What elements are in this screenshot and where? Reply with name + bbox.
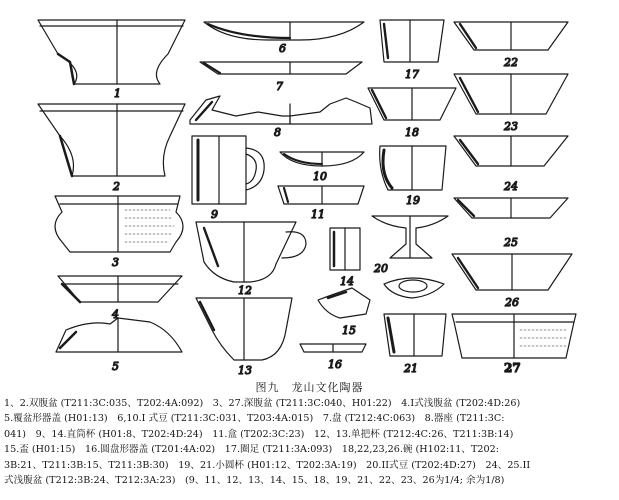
vessel-number: 3	[112, 256, 119, 269]
vessel-number: 27	[504, 361, 521, 375]
vessel-number: 19	[406, 194, 420, 207]
vessel-2	[38, 104, 185, 193]
vessel-number: 25	[504, 236, 518, 249]
vessel-number: 9	[211, 208, 218, 221]
vessel-number: 1	[114, 87, 121, 100]
vessel-7	[200, 62, 362, 93]
vessel-22	[454, 22, 568, 69]
vessel-5	[56, 318, 182, 373]
vessel-number: 22	[504, 56, 518, 69]
vessel-3	[55, 196, 183, 269]
vessel-number: 17	[405, 68, 419, 81]
vessel-13	[196, 298, 292, 377]
caption-line: 5.覆盆形器盖 (H01:13) 6,10.I 式豆 (T211:3C:031、T203:4A:015) 7.盘 (T212:4C:063) 8.器座 (T211:3C:	[4, 413, 505, 425]
vessel-number: 10	[313, 170, 327, 183]
vessel-number: 5	[112, 360, 119, 373]
vessel-9	[192, 136, 264, 221]
vessel-number: 23	[504, 120, 518, 133]
caption-line: 1、2.双腹盆 (T211:3C:035、T202:4A:092) 3、27.深腹盆 (T211:3C:040、H01:22) 4.I式浅腹盆 (T202:4D:26)	[4, 398, 521, 409]
vessel-number: 8	[274, 126, 281, 139]
vessel-number: 15	[342, 324, 356, 337]
vessel-17	[380, 20, 444, 81]
vessel-25	[454, 198, 568, 249]
vessel-27	[452, 314, 576, 375]
vessel-20-foot	[384, 278, 444, 298]
figure-title: 图九 龙山文化陶器	[255, 381, 364, 394]
vessel-23	[454, 74, 568, 133]
caption-line: 式浅腹盆 (T212:3B:24、T212:3A:23) (9、11、12、13、14、15、18、19、21、22、23、26为1/4; 余为1/8)	[4, 475, 505, 487]
vessel-20	[372, 216, 448, 275]
vessel-10	[280, 152, 364, 183]
vessel-11	[278, 186, 364, 221]
vessel-number: 11	[311, 208, 325, 221]
vessel-4	[58, 276, 182, 321]
vessel-number: 4	[112, 308, 119, 321]
vessel-number: 13	[238, 364, 252, 377]
caption-line: 15.盃 (H01:15) 16.圆盘形器盖 (T201:4A:02) 17.圈足 (T211:3A:093) 18,22,23,26.碗 (H102:11、T202:	[4, 444, 499, 456]
vessel-number: 16	[328, 358, 342, 371]
vessel-1	[38, 20, 185, 100]
vessel-15	[318, 288, 370, 337]
vessel-6	[204, 22, 364, 55]
vessel-number: 18	[405, 126, 419, 139]
vessel-number: 6	[279, 42, 286, 55]
vessel-18	[368, 88, 456, 139]
vessel-16	[300, 344, 366, 371]
vessel-number: 26	[505, 296, 519, 309]
vessel-number: 14	[340, 275, 354, 288]
vessel-21	[384, 314, 446, 375]
vessel-26	[452, 254, 572, 309]
vessel-number: 2	[113, 180, 120, 193]
vessel-number: 12	[238, 284, 252, 297]
caption-line: 3B:21、T211:3B:15、T211:3B:30) 19、21.小圆杯 (H01:12、T202:3A:19) 20.II式豆 (T202:4D:27) 24、25.II	[4, 459, 531, 471]
caption-line: 041) 9、14.直筒杯 (H01:8、T202:4D:24) 11.盒 (T202:3C:23) 12、13.单把杯 (T212:4C:26、T211:3B:14)	[4, 428, 514, 440]
vessel-number: 21	[404, 362, 418, 375]
vessel-12	[196, 222, 306, 297]
vessel-number: 24	[504, 180, 518, 193]
figure-caption	[4, 396, 616, 488]
vessel-8	[190, 96, 372, 139]
vessel-19	[380, 146, 446, 207]
vessel-number: 20	[374, 262, 388, 275]
vessel-number: 7	[276, 80, 283, 93]
vessel-24	[454, 136, 568, 193]
vessel-14	[330, 228, 360, 288]
